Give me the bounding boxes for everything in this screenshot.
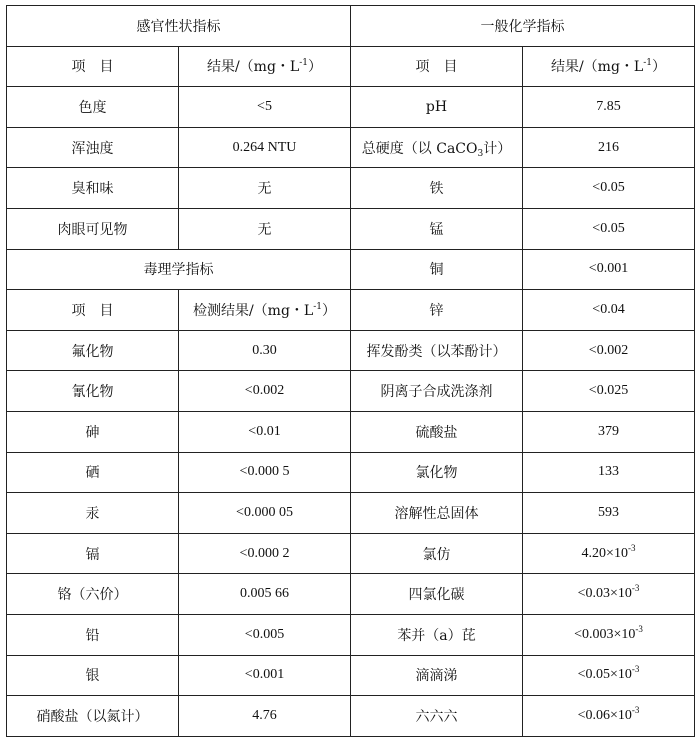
item-value: $<0.003\times 10^{-3}$	[523, 614, 695, 655]
item-name: 氯仿	[351, 533, 523, 574]
item-name: 镉	[7, 533, 179, 574]
item-name: 汞	[7, 493, 179, 534]
item-name: 铁	[351, 168, 523, 209]
item-name: 铅	[7, 614, 179, 655]
item-name: 臭和味	[7, 168, 179, 209]
table-row	[7, 290, 695, 331]
item-name: 氯化物	[351, 452, 523, 493]
item-value: <0.000 2	[179, 533, 351, 574]
item-value: 593	[523, 493, 695, 534]
table-row	[7, 655, 695, 696]
item-name: 铜	[351, 249, 523, 290]
item-name: 阴离子合成洗涤剂	[351, 371, 523, 412]
column-header-item: 项 目	[351, 46, 523, 87]
item-value: <0.001	[179, 655, 351, 696]
table-row	[7, 330, 695, 371]
item-value: <0.005	[179, 614, 351, 655]
item-name: 溶解性总固体	[351, 493, 523, 534]
table-row	[7, 614, 695, 655]
item-value: <0.05	[523, 168, 695, 209]
table-row	[7, 208, 695, 249]
item-value: 0.005 66	[179, 574, 351, 615]
table-row	[7, 452, 695, 493]
item-value: 133	[523, 452, 695, 493]
item-name: 六六六	[351, 696, 523, 737]
table-row	[7, 493, 695, 534]
item-name: 滴滴涕	[351, 655, 523, 696]
table-row	[7, 411, 695, 452]
table-row	[7, 127, 695, 168]
water-quality-table	[6, 5, 695, 737]
item-name: 浑浊度	[7, 127, 179, 168]
item-value: 216	[523, 127, 695, 168]
item-value: <5	[179, 87, 351, 128]
item-name: 硒	[7, 452, 179, 493]
item-value: 无	[179, 168, 351, 209]
item-name: 氰化物	[7, 371, 179, 412]
item-name: 色度	[7, 87, 179, 128]
column-header-detect-result: 检测结果/（mg・$L^{-1}$）	[179, 290, 351, 331]
item-name: 挥发酚类（以苯酚计）	[351, 330, 523, 371]
table-row	[7, 46, 695, 87]
item-name: 砷	[7, 411, 179, 452]
item-value: $<0.05\times 10^{-3}$	[523, 655, 695, 696]
table-row	[7, 371, 695, 412]
item-value: <0.05	[523, 208, 695, 249]
table-row	[7, 249, 695, 290]
item-value: <0.000 5	[179, 452, 351, 493]
item-name: 硝酸盐（以氮计）	[7, 696, 179, 737]
section-title-sensory: 感官性状指标	[7, 6, 351, 47]
item-value: <0.001	[523, 249, 695, 290]
item-name: 总硬度（以 CaCO$_3$计）	[351, 127, 523, 168]
item-value: $<0.06\times 10^{-3}$	[523, 696, 695, 737]
item-name: 苯并（a）芘	[351, 614, 523, 655]
section-title-toxicology: 毒理学指标	[7, 249, 351, 290]
item-name: pH	[351, 87, 523, 128]
table-row	[7, 696, 695, 737]
item-value: <0.01	[179, 411, 351, 452]
item-value: <0.025	[523, 371, 695, 412]
item-name: 四氯化碳	[351, 574, 523, 615]
table-row	[7, 168, 695, 209]
column-header-item: 项 目	[7, 290, 179, 331]
item-value: <0.002	[523, 330, 695, 371]
item-value: <0.002	[179, 371, 351, 412]
section-title-chemical: 一般化学指标	[351, 6, 695, 47]
item-value: 7.85	[523, 87, 695, 128]
item-value: <0.04	[523, 290, 695, 331]
table-row	[7, 533, 695, 574]
item-name: 肉眼可见物	[7, 208, 179, 249]
item-value: 0.264 NTU	[179, 127, 351, 168]
item-name: 硫酸盐	[351, 411, 523, 452]
item-value: 无	[179, 208, 351, 249]
item-name: 锌	[351, 290, 523, 331]
item-value: 4.76	[179, 696, 351, 737]
item-value: $<0.03\times 10^{-3}$	[523, 574, 695, 615]
item-name: 银	[7, 655, 179, 696]
column-header-item: 项 目	[7, 46, 179, 87]
item-value: $4.20\times 10^{-3}$	[523, 533, 695, 574]
table-row	[7, 6, 695, 47]
item-name: 锰	[351, 208, 523, 249]
item-name: 铬（六价）	[7, 574, 179, 615]
column-header-result: 结果/（mg・$L^{-1}$）	[179, 46, 351, 87]
column-header-result: 结果/（mg・$L^{-1}$）	[523, 46, 695, 87]
item-value: 0.30	[179, 330, 351, 371]
table-row	[7, 574, 695, 615]
table-row	[7, 87, 695, 128]
item-value: <0.000 05	[179, 493, 351, 534]
item-name: 氟化物	[7, 330, 179, 371]
item-value: 379	[523, 411, 695, 452]
